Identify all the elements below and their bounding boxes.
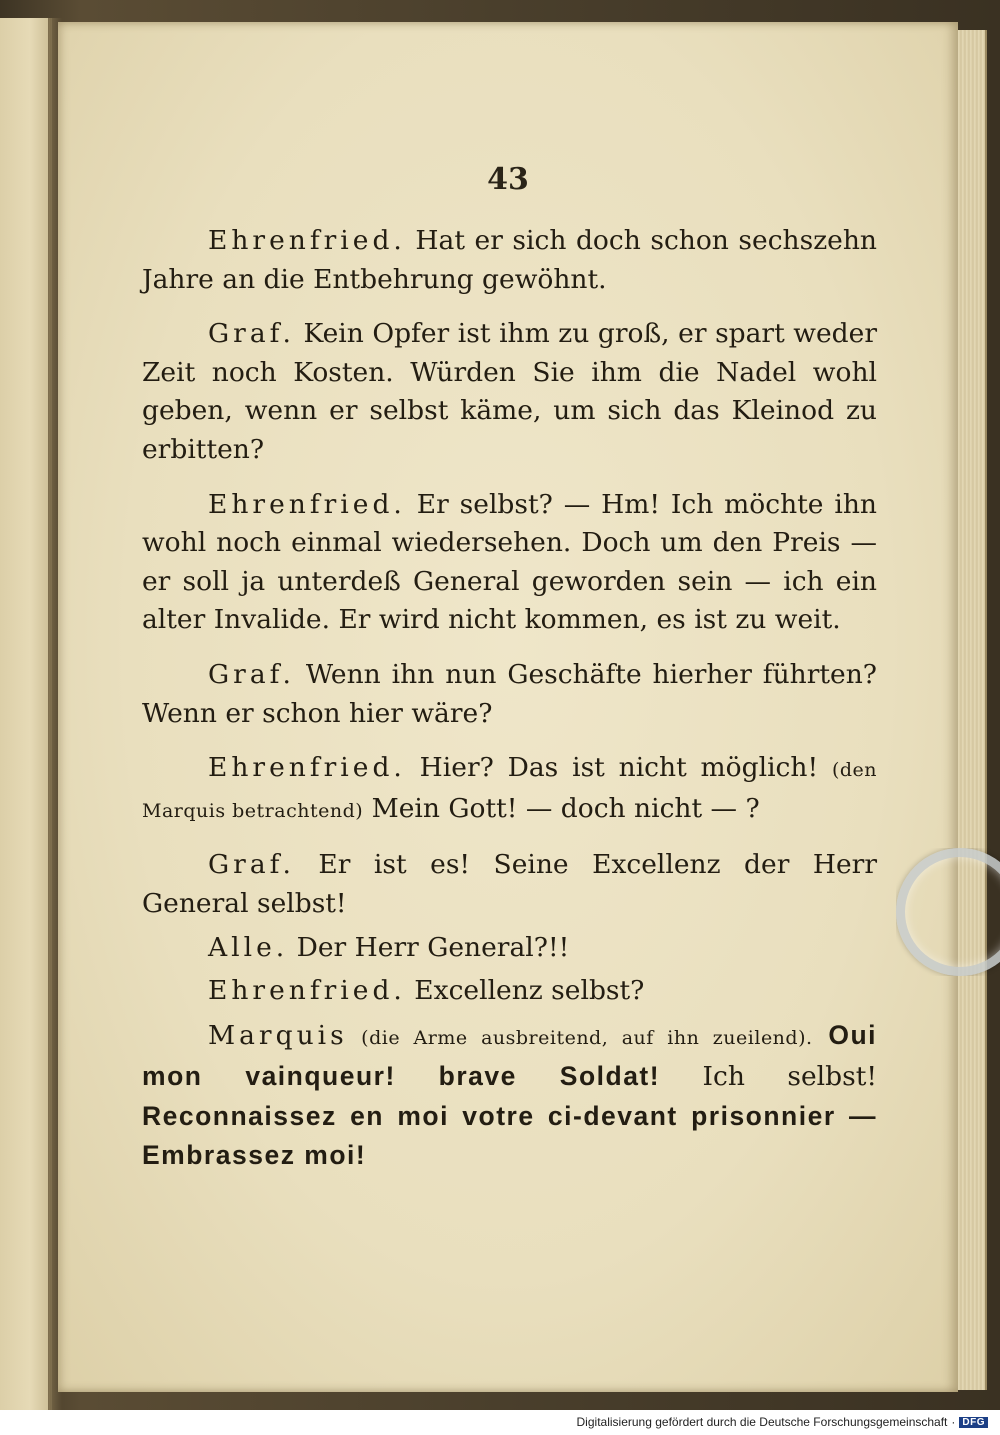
dialogue-paragraph xyxy=(142,972,877,1011)
stage-direction: (die Arme ausbreitend, auf ihn zueilend). xyxy=(347,1026,813,1049)
dialogue-line: Excellenz selbst? xyxy=(405,975,645,1007)
dialogue-paragraph xyxy=(142,1016,877,1176)
french-line: Oui mon vainqueur! brave Soldat! xyxy=(142,1019,877,1092)
dfg-logo-icon: DFG xyxy=(959,1417,988,1428)
dialogue-line: Er ist es! Seine Excellenz der Herr General selbst! xyxy=(142,849,877,919)
dialogue-paragraph xyxy=(142,486,877,640)
dialogue-line: Er selbst? — Hm! Ich möchte ihn wohl noch einmal wiedersehen. Doch um den Preis — er soll ja unterdeß General geworden sein — ich ein alter Invalide. Er wird nicht kommen, es ist zu weit. xyxy=(142,488,877,636)
speaker-name: Graf. xyxy=(208,318,295,350)
speaker-name: Ehrenfried. xyxy=(208,488,406,520)
dialogue-line: Ich selbst! xyxy=(660,1061,877,1093)
french-line: Reconnaissez en moi votre ci-devant prisonnier — Embrassez moi! xyxy=(142,1100,877,1171)
dialogue-line: Hier? Das ist nicht möglich! xyxy=(405,752,832,784)
dialogue-paragraph xyxy=(142,929,877,968)
credit-text: Digitalisierung gefördert durch die Deutsche Forschungsgemeinschaft xyxy=(576,1415,948,1429)
dialogue-paragraph xyxy=(142,656,877,733)
stage-direction: (den Marquis betrachtend) xyxy=(142,759,877,822)
dialogue-line: Hat er sich doch schon sechszehn Jahre an die Entbehrung gewöhnt. xyxy=(142,225,877,295)
speaker-name: Graf. xyxy=(208,849,295,881)
dialogue-line: Mein Gott! — doch nicht — ? xyxy=(363,792,760,824)
dialogue-paragraph xyxy=(142,315,877,469)
speaker-name: Ehrenfried. xyxy=(208,975,406,1007)
dialogue-line: Der Herr General?!! xyxy=(288,931,570,963)
facing-page-edge xyxy=(0,18,52,1410)
digitization-credit xyxy=(571,1413,992,1432)
speaker-name: Ehrenfried. xyxy=(208,225,406,256)
dialogue-line: Kein Opfer ist ihm zu groß, er spart weder Zeit noch Kosten. Würden Sie ihm die Nadel wohl geben, wenn er selbst käme, um sich das Kleinod zu erbitten? xyxy=(142,318,877,465)
dialogue-paragraph xyxy=(142,846,877,923)
dialogue-text xyxy=(142,222,877,1176)
speaker-name: Ehrenfried. xyxy=(208,752,406,784)
dialogue-paragraph xyxy=(142,749,877,830)
speaker-name: Alle. xyxy=(208,931,289,963)
dialogue-line: Wenn ihn nun Geschäfte hierher führten? Wenn er schon hier wäre? xyxy=(142,658,877,729)
page-stack-edge xyxy=(955,30,987,1390)
book-page xyxy=(58,22,958,1392)
speaker-name: Marquis xyxy=(208,1019,348,1051)
page-number: 43 xyxy=(487,162,529,197)
speaker-name: Graf. xyxy=(208,658,295,690)
credit-separator: · xyxy=(951,1415,956,1429)
dialogue-paragraph xyxy=(142,222,877,299)
